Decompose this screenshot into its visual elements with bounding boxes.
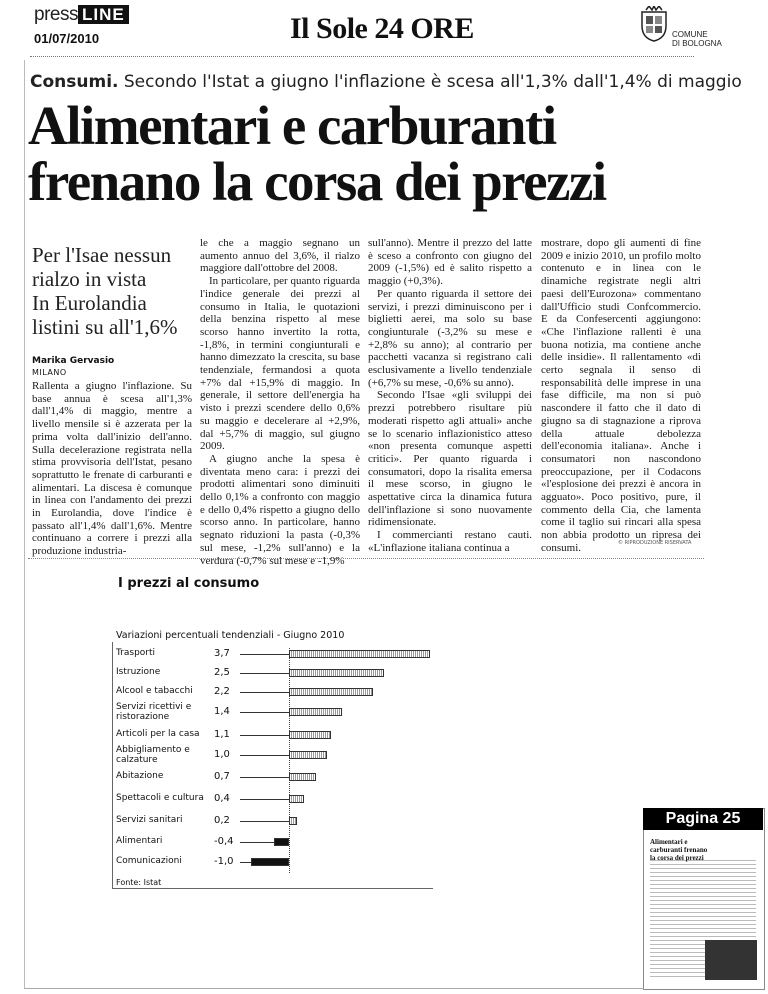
chart-value-label: -0,4 (214, 836, 234, 847)
chart-bar (289, 669, 384, 677)
chart-leader-line (240, 712, 289, 713)
clip-border-left (24, 60, 25, 988)
page-number-label: Pagina 25 (643, 808, 763, 830)
chart-value-label: 0,7 (214, 771, 230, 782)
paragraph: Per quanto riguarda il settore dei servizi, i prezzi diminuiscono per i biglietti aerei, ma solo su base congiunturale (-3,2% su mese e +2,8% su anno); al contrario per pacchetti vacanza si registrano cali esclusivamente a livello tendenziale (+6,7% su mese, -0,6% su anno). (368, 287, 532, 389)
chart-leader-line (240, 654, 289, 655)
comune-label (672, 30, 722, 48)
paragraph: In particolare, per quanto riguarda l'indice generale dei prezzi al consumo in Italia, le quotazioni della benzina rispetto al mese scorso hanno invertito la rotta, -1,8%, in termini congiunturali e hanno dimezzato la crescita, su base tendenziale, fermandosi a quota +7% dal +15,9% di maggio. In generale, il settore dell'energia ha visto i prezzi scendere dello 0,6% su maggio e decelerare al +2,9%, dal +5,7% di maggio, sul giugno 2009. (200, 275, 360, 453)
chart-value-label: -1,0 (214, 856, 234, 867)
chart-leader-line (240, 673, 289, 674)
thumbnail-chart (705, 940, 757, 980)
paragraph: Rallenta a giugno l'inflazione. Su base annua è scesa all'1,3% dall'1,4% di maggio, mentre a livello mensile si è azzerata per la prima volta dall'inizio dell'anno. Sulla decelerazione registrata nella stima provvisoria dell'Istat, pesano soprattutto le frenate di carburanti e alimentari. La discesa è comunque in linea con l'andamento dei prezzi in Eurolandia, dove l'indice è passato all'1,4% dall'1,6%. Mentre continuano a correre i prezzi alla produzione industria- (32, 380, 192, 558)
paragraph: Secondo l'Isae «gli sviluppi dei prezzi potrebbero risultare più moderati rispetto agli attuali» anche se lo scenario inflazionistico atteso «non presenta comunque aspetti critici». Per quanto riguarda i consumatori, dopo la risalita emersa il mese scorso, in giugno le aspettative circa la dinamica futura dell'inflazione si sono nuovamente ridimensionate. (368, 389, 532, 529)
chart-zero-axis (289, 648, 290, 873)
chart-bar (274, 838, 289, 846)
chart-leader-line (240, 755, 289, 756)
chart-subtitle: Variazioni percentuali tendenziali - Giugno 2010 (116, 630, 345, 641)
copyright-notice: © RIPRODUZIONE RISERVATA (618, 540, 692, 546)
chart-title: I prezzi al consumo (118, 576, 260, 591)
subheadline-line-4: listini su all'1,6% (32, 315, 178, 339)
chart-divider (28, 558, 704, 559)
headline-line-2: frenano la corsa dei prezzi (28, 151, 606, 212)
chart-bar (289, 817, 297, 825)
chart-source: Fonte: Istat (116, 878, 162, 887)
subheadline-line-1: Per l'Isae nessun (32, 243, 172, 267)
chart-value-label: 0,2 (214, 815, 230, 826)
chart-value-label: 0,4 (214, 793, 230, 804)
subheadline-line-3: In Eurolandia (32, 291, 147, 315)
article-subheadline (32, 243, 192, 339)
paragraph: A giugno anche la spesa è diventata meno cara: i prezzi dei prodotti alimentari sono diminuiti dello 0,1% a confronto con maggio e dello 0,4% rispetto a giugno dello scorso anno. In particolare, hanno segnato riduzioni la pasta (-0,3% sul mese, -1,2% sull'anno) e la verdura (-0,7% sul mese e -1,9% (200, 452, 360, 567)
press-label: press (34, 4, 78, 25)
article-column-2 (200, 237, 360, 567)
paragraph: sull'anno). Mentre il prezzo del latte è sceso a confronto con giugno del 2009 (-1,5%) ed è salito rispetto a maggio (+0,3%). (368, 237, 532, 288)
paragraph: le che a maggio segnano un aumento annuo del 3,6%, il rialzo maggiore dall'ottobre del 2008. (200, 237, 360, 275)
chart-value-label: 1,0 (214, 749, 230, 760)
chart-category-label: Comunicazioni (116, 856, 182, 866)
article-column-1 (32, 380, 192, 558)
chart-bar (289, 731, 331, 739)
chart-value-label: 2,5 (214, 667, 230, 678)
chart-bar (289, 751, 327, 759)
chart-value-label: 1,4 (214, 706, 230, 717)
chart-bar (289, 773, 316, 781)
article-column-3 (368, 237, 532, 555)
chart-category-label: Alcool e tabacchi (116, 686, 193, 696)
chart-bar (289, 688, 373, 696)
chart-frame (112, 642, 433, 889)
comune-line-2: DI BOLOGNA (672, 39, 722, 48)
chart-category-label: Spettacoli e cultura (116, 793, 204, 803)
chart-category-label: Servizi ricettivi e ristorazione (116, 702, 192, 722)
headline-line-1: Alimentari e carburanti (28, 95, 556, 156)
chart-leader-line (240, 821, 289, 822)
comune-crest-icon (640, 6, 668, 42)
chart-value-label: 3,7 (214, 648, 230, 659)
article-headline (28, 95, 708, 212)
article-column-4 (541, 237, 701, 555)
dateline-city: MILANO (32, 368, 67, 377)
paragraph: mostrare, dopo gli aumenti di fine 2009 e inizio 2010, un profilo molto contenuto e in linea con le dinamiche registrate negli altri paesi dell'Eurozona» commentano dall'Ufficio studi Confcommercio. E da Confesercenti aggiungono: «Che l'inflazione rallenti è una buona notizia, ma contiene anche delle insidie». Il rallentamento «di certo segnala il senso di responsabilità delle imprese in una fase difficile, ma non si può nascondere il fatto che il dato di giugno sa di stagnazione a riprova della attuale debolezza dell'economia italiana». Anche i consumatori non nascondono preoccupazione, per il Codacons «l'esplosione dei prezzi è ancora in agguato». Poco positivo, pure, il commento della Cia, che lamenta come il taglio sui rincari alla spesa non abbia prodotto un ripresa dei consumi. (541, 237, 701, 554)
kicker-text: Secondo l'Istat a giugno l'inflazione è scesa all'1,3% dall'1,4% di maggio (123, 72, 742, 92)
comune-line-1: COMUNE (672, 30, 708, 39)
kicker-topic: Consumi. (30, 72, 119, 92)
clip-border-bottom (24, 988, 644, 989)
chart-leader-line (240, 735, 289, 736)
press-line-logo (34, 4, 129, 26)
chart-category-label: Abbigliamento e calzature (116, 745, 190, 765)
chart-leader-line (240, 777, 289, 778)
chart-category-label: Istruzione (116, 667, 161, 677)
author-byline: Marika Gervasio (32, 356, 115, 366)
newspaper-masthead: Il Sole 24 ORE (290, 12, 474, 45)
header-divider (30, 56, 694, 57)
chart-category-label: Articoli per la casa (116, 729, 200, 739)
thumbnail-headline: Alimentari e carburanti frenano la corsa dei prezzi (650, 838, 708, 862)
chart-leader-line (240, 692, 289, 693)
chart-category-label: Trasporti (116, 648, 156, 658)
line-label: LINE (78, 5, 129, 24)
chart-category-label: Servizi sanitari (116, 815, 183, 825)
chart-category-label: Alimentari (116, 836, 163, 846)
chart-value-label: 2,2 (214, 686, 230, 697)
chart-leader-line (240, 799, 289, 800)
chart-category-label: Abitazione (116, 771, 164, 781)
article-kicker (30, 72, 742, 92)
paragraph: I commercianti restano cauti. «L'inflazione italiana continua a (368, 529, 532, 554)
chart-bar (289, 795, 304, 803)
publication-date: 01/07/2010 (34, 31, 100, 46)
chart-bar (289, 650, 430, 658)
subheadline-line-2: rialzo in vista (32, 267, 147, 291)
chart-bar (251, 858, 289, 866)
chart-value-label: 1,1 (214, 729, 230, 740)
chart-bar (289, 708, 342, 716)
